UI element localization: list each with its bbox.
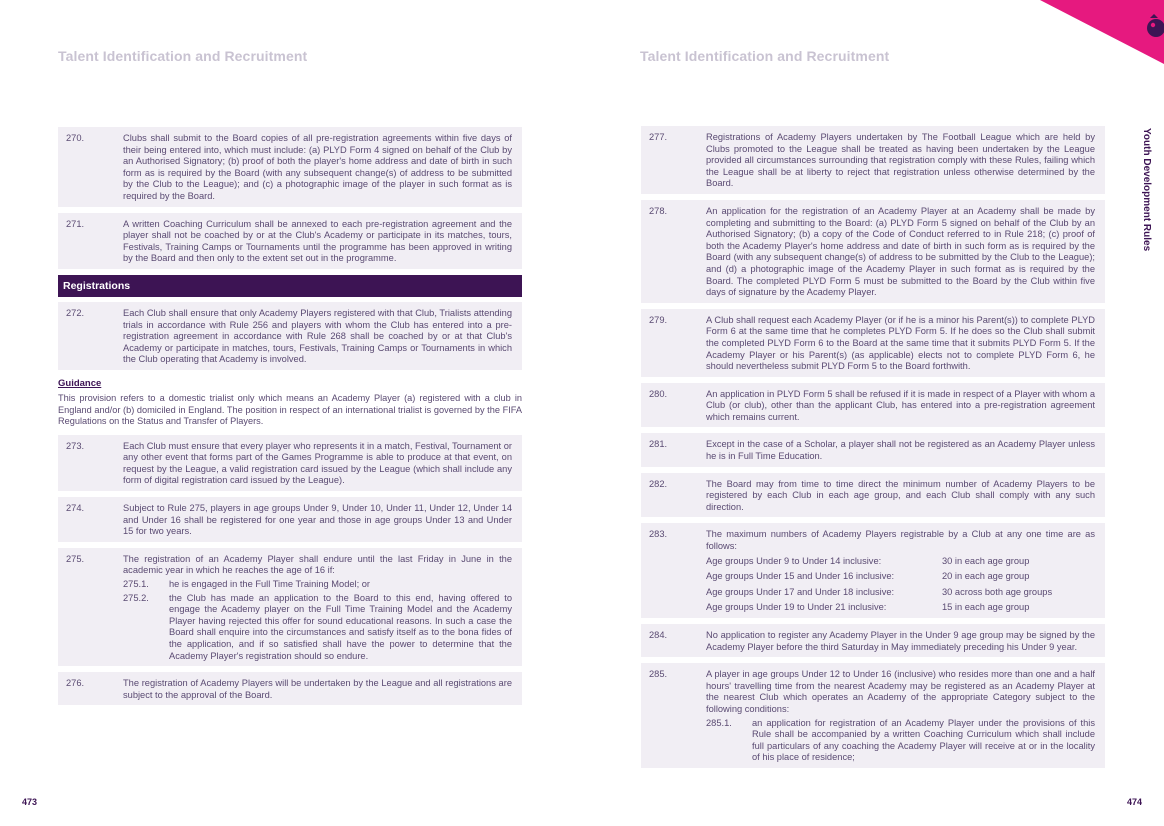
limits-row: Age groups Under 9 to Under 14 inclusive: 30 in each age group	[706, 555, 1030, 566]
rule-270: 270. Clubs shall submit to the Board copies of all pre-registration agreements within five days of their being entered into, which must include: (a) PLYD Form 4 signed on behalf of the Club by an Authorised Signatory; (b) proof of both the player's home address and date of birth in such form as is required by the Board (with any subsequent change(s) of address to be submitted by the Club to the League); and (c) a photographic image of the player in such format as is required by the Board.	[58, 127, 522, 207]
guidance-text: This provision refers to a domestic trialist only which means an Academy Player (a) registered with a club in England and/or (b) domiciled in England. The position in respect of an international trialist is governed by the FIFA Regulations on the Status and Transfer of Players.	[58, 392, 522, 427]
left-column	[58, 127, 522, 711]
rule-283: 283. The maximum numbers of Academy Players registrable by a Club at any one time are as follows: Age groups Under 9 to Under 14 inclusive: 30 in each age group Age groups Under 15 and Under 16 inclusive: 20 in each age group Age groups Under 17 and Under 18 inclusive: 30 across both age groups Age groups Under 19 to Under 21 inclusive: 15 in each age group	[641, 523, 1105, 618]
rule-278: 278. An application for the registration of an Academy Player at an Academy shall be made by completing and submitting to the Board: (a) PLYD Form 5 signed on behalf of the Club by an Authorised Signatory; (b) a copy of the Code of Conduct referred to in Rule 218; (c) proof of both the Academy Player's home address and date of birth in such form as is required by the Board (with any subsequent change(s) of address to be submitted by the Club to the League); and (d) a photographic image of the Academy Player in such format as is required by the Board. The completed PLYD Form 5 must be submitted to the Board by the Club within five days of signature by the Academy Player.	[641, 200, 1105, 303]
rule-280: 280. An application in PLYD Form 5 shall be refused if it is made in respect of a Player with whom a Club (or club), other than the applicant Club, has entered into a pre-registration agreement which remains current.	[641, 383, 1105, 428]
limits-row: Age groups Under 19 to Under 21 inclusive: 15 in each age group	[706, 602, 1030, 613]
rule-273: 273. Each Club must ensure that every player who represents it in a match, Festival, Tournament or any other event that forms part of the Games Programme is able to produce at that event, on request by the League, a valid registration card issued by the League (which shall include any form of digital registration card issued by the League).	[58, 435, 522, 491]
page-header-right: Talent Identification and Recruitment	[640, 48, 890, 64]
page-header-left: Talent Identification and Recruitment	[58, 48, 308, 64]
rule-281: 281. Except in the case of a Scholar, a player shall not be registered as an Academy Player unless he is in Full Time Education.	[641, 433, 1105, 466]
rule-279: 279. A Club shall request each Academy Player (or if he is a minor his Parent(s)) to complete PLYD Form 6 at the same time that he completes PLYD Form 5. If he does so the Club shall submit the completed PLYD Form 6 to the Board at the same time that it submits PLYD Form 5. If the Academy Player or his Parent(s) (as applicable) elects not to complete PLYD Form 6, he should nevertheless submit PLYD Form 5 to the Board forthwith.	[641, 309, 1105, 377]
page-number-left: 473	[22, 797, 38, 807]
rule-275: 275. The registration of an Academy Player shall endure until the last Friday in June in the academic year in which he reaches the age of 16 if: 275.1. he is engaged in the Full Time Training Model; or 275.2. the Club has made an application to the Board to this end, having offered to engage the Academy player on the Full Time Training Model and the Academy Player having rejected this offer for sound educational reasons. In such a case the Board shall enquire into the circumstances and satisfy itself as to the bona fides of the application, and if so satisfied shall have the power to determine that the Academy Player's registration should so endure.	[58, 548, 522, 666]
section-heading-registrations: Registrations	[58, 275, 522, 297]
sub-rule-285-1: 285.1. an application for registration of an Academy Player under the provisions of this Rule shall be accompanied by a written Coaching Curriculum which shall include full particulars of any coaching the Academy Player will receive at or in the locality of his place of residence;	[706, 717, 1095, 763]
page-number-right: 474	[1126, 797, 1142, 807]
rule-276: 276. The registration of Academy Players will be undertaken by the League and all registrations are subject to the approval of the Board.	[58, 672, 522, 705]
right-column	[641, 126, 1105, 774]
limits-row: Age groups Under 17 and Under 18 inclusive: 30 across both age groups	[706, 586, 1053, 597]
sub-rule-275-2: 275.2. the Club has made an application to the Board to this end, having offered to engage the Academy player on the Full Time Training Model and the Academy Player having rejected this offer for sound educational reasons. In such a case the Board shall enquire into the circumstances and satisfy itself as to the bona fides of the application, and if so satisfied shall have the power to determine that the Academy Player's registration should so endure.	[123, 592, 512, 661]
rule-284: 284. No application to register any Academy Player in the Under 9 age group may be signed by the Academy Player before the third Saturday in May immediately preceding his Under 9 year.	[641, 624, 1105, 657]
rule-272: 272. Each Club shall ensure that only Academy Players registered with that Club, Trialists attending trials in accordance with Rule 256 and players with whom the Club has entered into a pre-registration agreement in accordance with Rule 268 shall be coached by or at that Club's Academy or participate in matches, tours, Festivals, Training Camps or Tournaments in which the Club operating that Academy is involved.	[58, 302, 522, 370]
rule-282: 282. The Board may from time to time direct the minimum number of Academy Players to be registered by each Club in each age group, and each Club shall comply with any such direction.	[641, 473, 1105, 518]
rule-277: 277. Registrations of Academy Players undertaken by The Football League which are held by Clubs promoted to the League shall be treated as having been undertaken by the League provided all circumstances surrounding that registration comply with these Rules, failing which the League shall be at liberty to reject that registration unless otherwise determined by the Board.	[641, 126, 1105, 194]
rule-274: 274. Subject to Rule 275, players in age groups Under 9, Under 10, Under 11, Under 12, Under 14 and Under 16 shall be registered for one year and those in age groups Under 13 and Under 15 for two years.	[58, 497, 522, 542]
sub-rule-275-1: 275.1. he is engaged in the Full Time Training Model; or	[123, 579, 371, 590]
rule-271: 271. A written Coaching Curriculum shall be annexed to each pre-registration agreement and the player shall not be coached by or at the Club's Academy or participate in its matches, tours, Festivals, Training Camps or Tournaments until the programme has been approved in writing by the Board and then only to the extent set out in the programme.	[58, 213, 522, 269]
side-title: Youth Development Rules	[1141, 128, 1152, 252]
rule-285: 285. A player in age groups Under 12 to Under 16 (inclusive) who resides more than one and a half hours' travelling time from the nearest Academy may be registered as an Academy Player at the nearest Club which operates an Academy of the appropriate Category subject to the following conditions: 285.1. an application for registration of an Academy Player under the provisions of this Rule shall be accompanied by a written Coaching Curriculum which shall include full particulars of any coaching the Academy Player will receive at or in the locality of his place of residence;	[641, 663, 1105, 768]
guidance-title: Guidance	[58, 377, 102, 389]
limits-row: Age groups Under 15 and Under 16 inclusive: 20 in each age group	[706, 571, 1030, 582]
corner-logo-band	[1020, 0, 1164, 64]
